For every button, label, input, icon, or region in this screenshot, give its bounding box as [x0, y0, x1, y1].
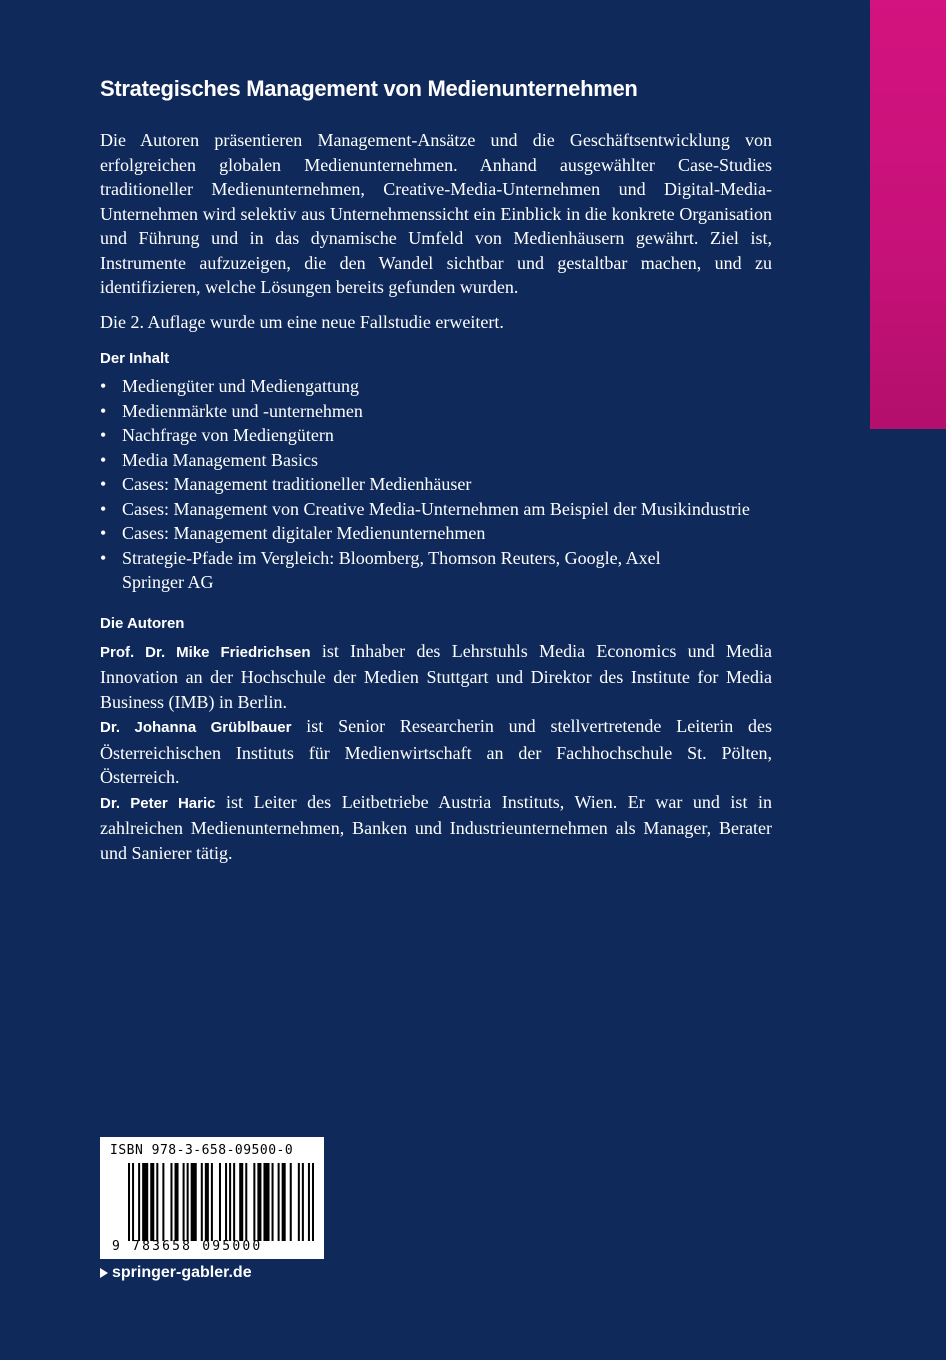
author-name: Dr. Peter Haric [100, 794, 216, 812]
publisher-link[interactable] [100, 1264, 252, 1282]
list-item: • Cases: Management traditioneller Medienhäuser [100, 472, 772, 497]
contents-heading: Der Inhalt [100, 350, 170, 367]
bullet-icon: • [100, 425, 107, 445]
back-cover-content [100, 74, 772, 865]
bullet-icon: • [100, 400, 107, 421]
authors-heading: Die Autoren [100, 614, 185, 632]
arrow-right-icon [100, 1268, 108, 1278]
bullet-icon: • [100, 449, 107, 470]
list-item: • Strategie-Pfade im Vergleich: Bloomberg, Thomson Reuters, Google, Axel Springer AG [100, 547, 661, 592]
author-entry: Prof. Dr. Mike Friedrichsen ist Inhaber des Lehrstuhls Media Economics und Media Innovation an der Hochschule der Medien Stuttgart und Direktor des Institute for Media Business (IMB) in Berlin. [100, 640, 772, 712]
barcode [128, 1163, 314, 1241]
author-entry: Dr. Peter Haric ist Leiter des Leitbetriebe Austria Instituts, Wien. Er war und ist in zahlreichen Medienunternehmen, Banken und Industrieunternehmen als Manager, Berater und Sanierer tätig. [100, 791, 772, 863]
list-item: • Media Management Basics [100, 448, 772, 473]
bullet-icon: • [100, 474, 107, 494]
author-entry: Dr. Johanna Grüblbauer ist Senior Researcherin und stellvertretende Leiterin des Österreichischen Instituts für Medienwirtschaft an der Fachhochschule St. Pölten, Österreich. [100, 716, 772, 787]
bullet-icon: • [100, 547, 107, 568]
barcode-digits: 9 783658 095000 [112, 1239, 263, 1254]
list-item: • Nachfrage von Mediengütern [100, 423, 772, 448]
bullet-icon: • [100, 523, 107, 543]
bullet-icon: • [100, 498, 107, 519]
author-name: Dr. Johanna Grüblbauer [100, 719, 292, 736]
edition-note: Die 2. Auflage wurde um eine neue Fallstudie erweitert. [100, 311, 504, 332]
intro-paragraph: Die Autoren präsentieren Management-Ansätze und die Geschäftsentwicklung von erfolgreichen globalen Medienunternehmen. Anhand ausgewählter Case-Studies traditioneller Medienunternehmen, Creative-Media-Unternehmen und Digital-Media-Unternehmen wird selektiv aus Unternehmenssicht ein Einblick in die konkrete Organisation und Führung und in das dynamische Umfeld von Medienhäusern gewährt. Ziel ist, Instrumente aufzuzeigen, die den Wandel sichtbar und gestaltbar machen, und zu identifizieren, welche Lösungen bereits gefunden wurden. [100, 130, 772, 297]
bullet-icon: • [100, 376, 107, 396]
author-name: Prof. Dr. Mike Friedrichsen [100, 643, 311, 661]
list-item: • Medienmärkte und -unternehmen [100, 399, 772, 424]
book-title: Strategisches Management von Medienunternehmen [100, 76, 638, 101]
list-item: • Cases: Management von Creative Media-Unternehmen am Beispiel der Musikindustrie [100, 497, 772, 522]
publisher-url: springer-gabler.de [112, 1264, 252, 1281]
list-item: • Mediengüter und Mediengattung [100, 374, 772, 399]
contents-list [100, 374, 772, 595]
accent-bar [870, 0, 946, 429]
isbn-barcode-box [100, 1137, 324, 1259]
isbn-label: ISBN 978-3-658-09500-0 [110, 1143, 294, 1158]
list-item: • Cases: Management digitaler Medienunternehmen [100, 521, 772, 546]
